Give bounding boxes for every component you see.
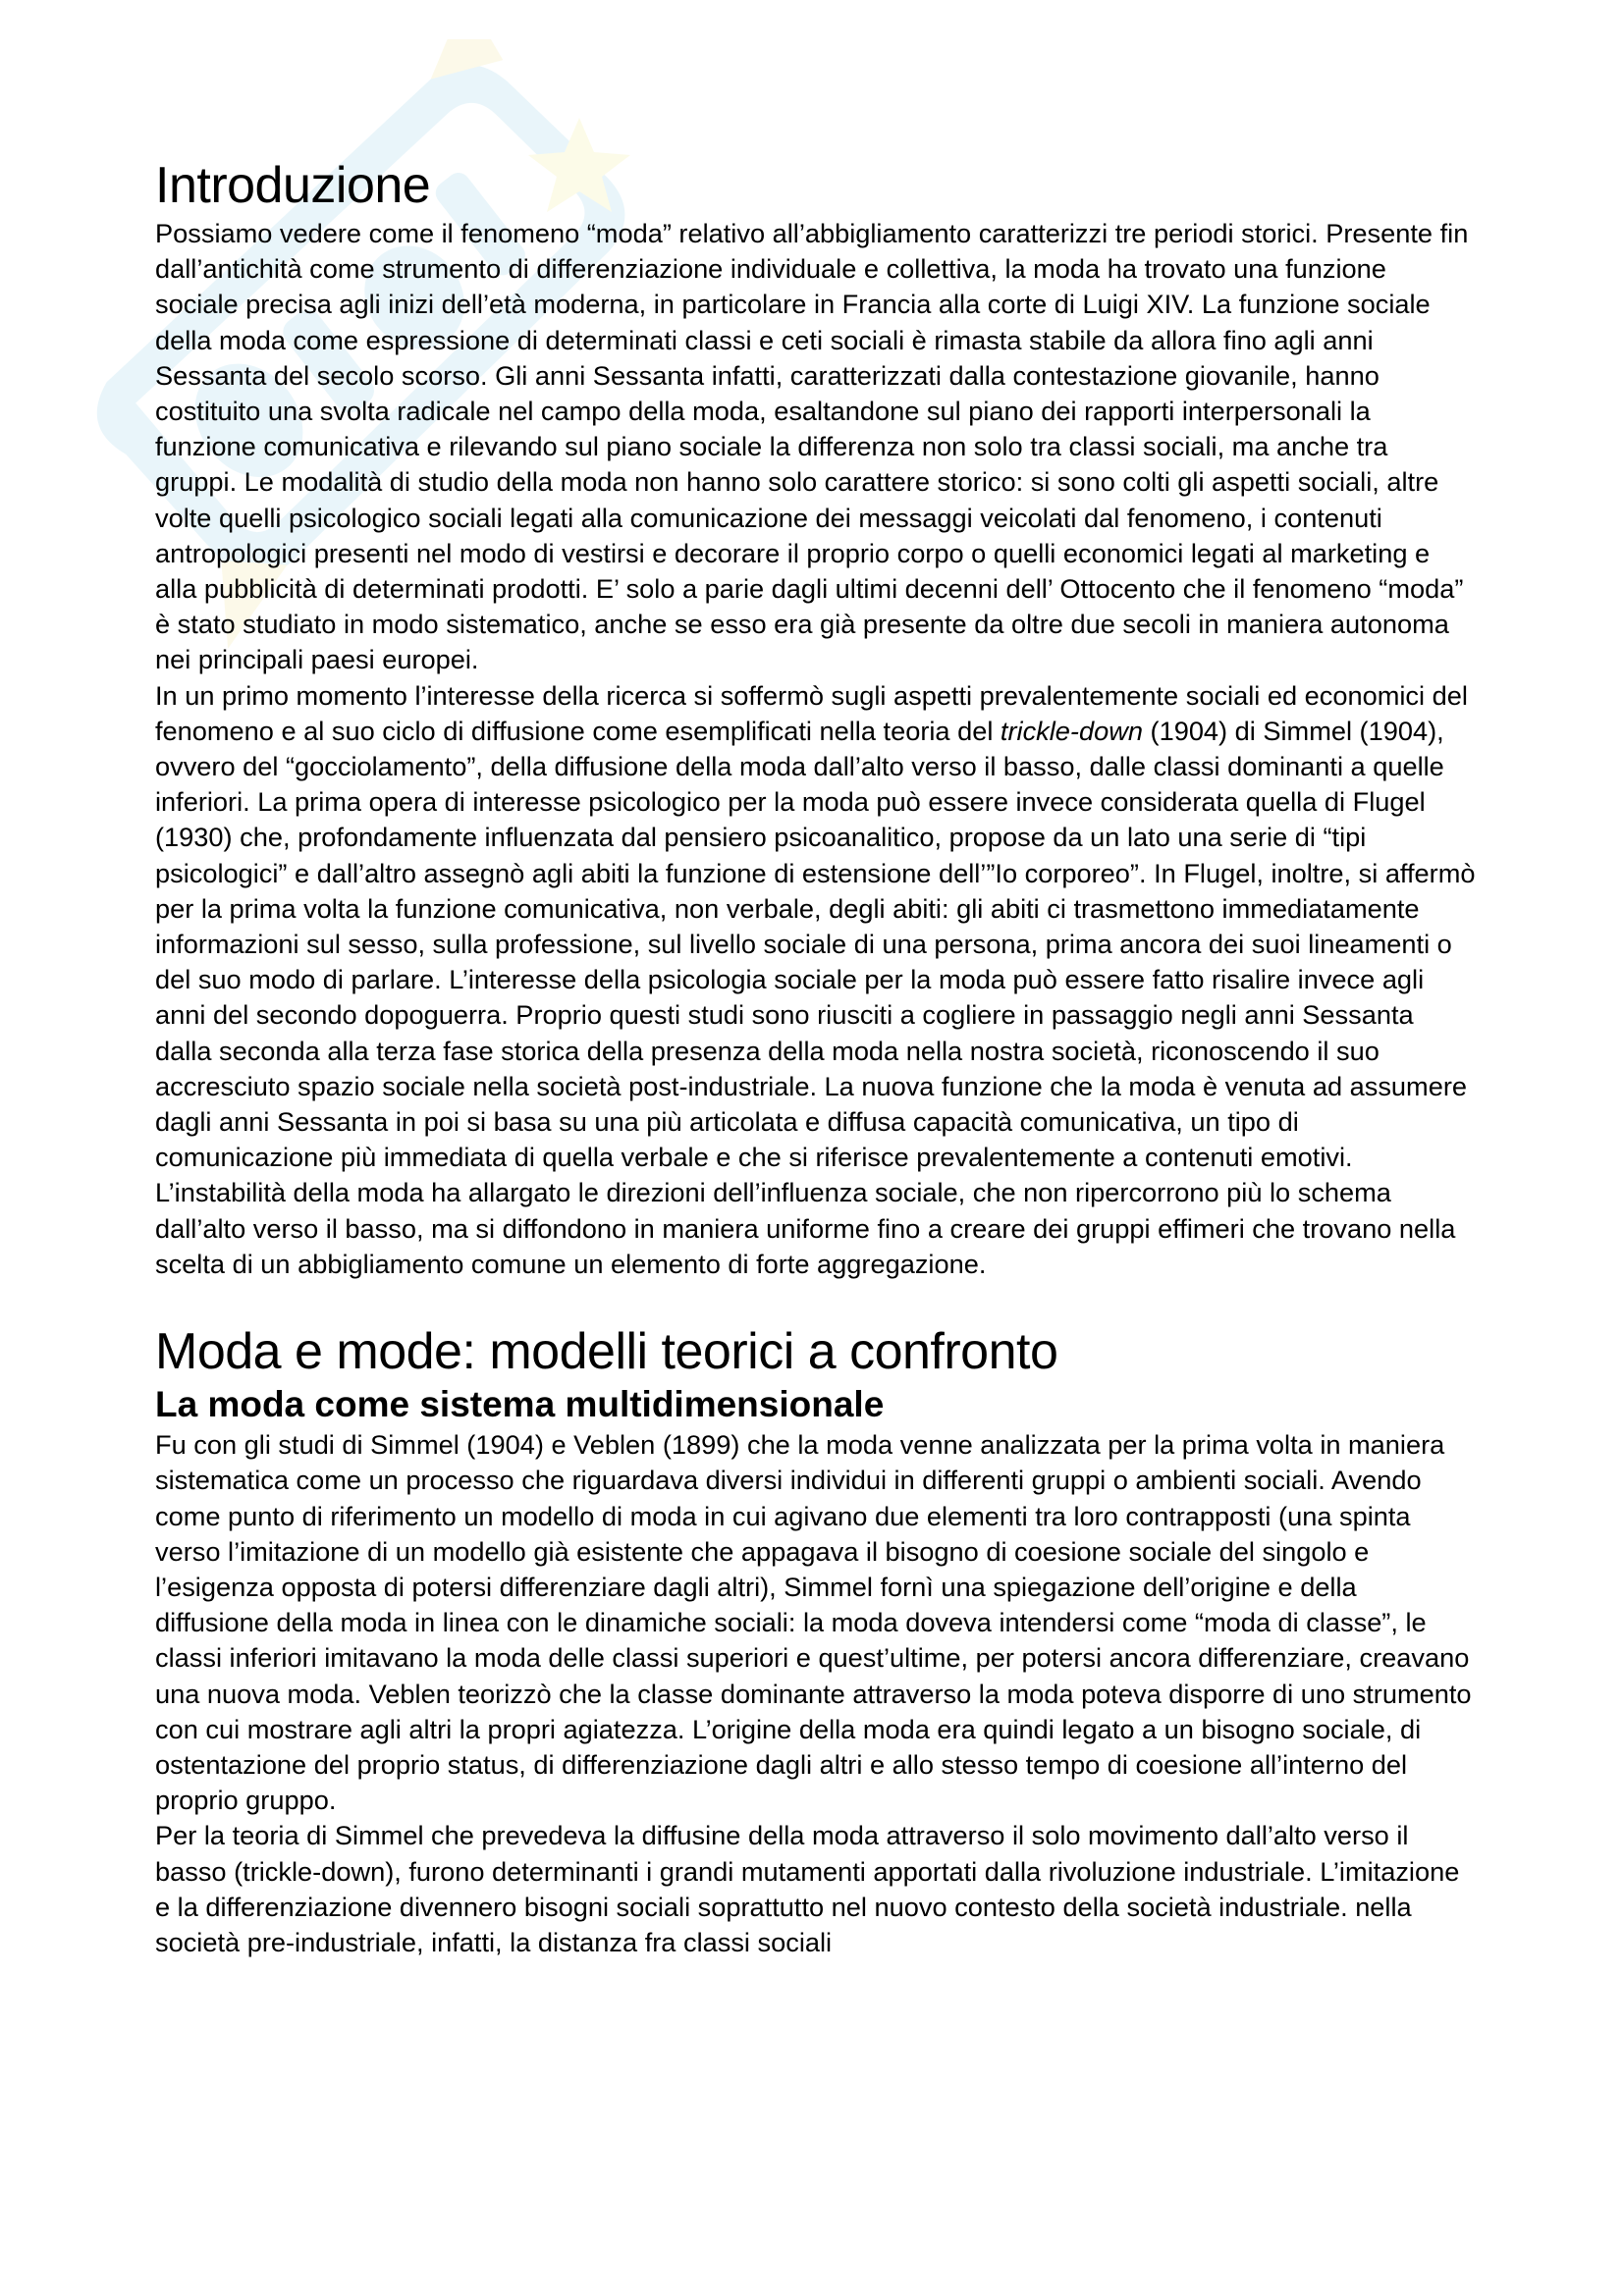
- paragraph-intro-2: [155, 678, 1476, 1282]
- paragraph-intro-2-end: (1904) di Simmel (1904), ovvero del “gocciolamento”, della diffusione della moda dall’alto verso il basso, dalle classi dominanti a quelle inferiori. La prima opera di interesse psicologico per la moda può essere invece considerata quella di Flugel (1930) che, profondamente influenzata dal pensiero psicoanalitico, propose da un lato una serie di “tipi psicologici” e dall’altro assegnò agli abiti la funzione di estensione dell’”Io corporeo”. In Flugel, inoltre, si affermò per la prima volta la funzione comunicativa, non verbale, degli abiti: gli abiti ci trasmettono immediatamente informazioni sul sesso, sulla professione, sul livello sociale di una persona, prima ancora dei suoi lineamenti o del suo modo di parlare. L’interesse della psicologia sociale per la moda può essere fatto risalire invece agli anni del secondo dopoguerra. Proprio questi studi sono riusciti a cogliere in passaggio negli anni Sessanta dalla seconda alla terza fase storica della presenza della moda nella nostra società, riconoscendo il suo accresciuto spazio sociale nella società post-industriale. La nuova funzione che la moda è venuta ad assumere dagli anni Sessanta in poi si basa su una più articolata e diffusa capacità comunicativa, un tipo di comunicazione più immediata di quella verbale e che si riferisce prevalentemente a contenuti emotivi. L’instabilità della moda ha allargato le direzioni dell’influenza sociale, che non ripercorrono più lo schema dall’alto verso il basso, ma si diffondono in maniera uniforme fino a creare dei gruppi effimeri che trovano nella scelta di un abbigliamento comune un elemento di forte aggregazione.: [155, 715, 1476, 1279]
- paragraph-sub-2: Per la teoria di Simmel che prevedeva la diffusine della moda attraverso il solo movimento dall’alto verso il basso (trickle-down), furono determinanti i grandi mutamenti apportati dalla rivoluzione industriale. L’imitazione e la differenziazione divennero bisogni sociali soprattutto nel nuovo contesto della società industriale. nella società pre-industriale, infatti, la distanza fra classi sociali: [155, 1820, 1460, 1957]
- heading-introduzione: Introduzione: [155, 157, 431, 214]
- heading-moda-e-mode: Moda e mode: modelli teorici a confronto: [155, 1323, 1058, 1381]
- subheading-moda-sistema: La moda come sistema multidimensionale: [155, 1384, 885, 1425]
- paragraph-intro-2-start: In un primo momento l’interesse della ricerca si soffermò sugli aspetti prevalentemente sociali ed economici del fenomeno e al suo ciclo di diffusione come esemplificati nella teoria del: [155, 679, 1468, 746]
- paragraph-intro-1: Possiamo vedere come il fenomeno “moda” relativo all’abbigliamento caratterizzi tre periodi storici. Presente fin dall’antichità come strumento di differenziazione individuale e collettiva, la moda ha trovato una funzione sociale precisa agli inizi dell’età moderna, in particolare in Francia alla corte di Luigi XIV. La funzione sociale della moda come espressione di determinati classi e ceti sociali è rimasta stabile da allora fino agli anni Sessanta del secolo scorso. Gli anni Sessanta infatti, caratterizzati dalla contestazione giovanile, hanno costituito una svolta radicale nel campo della moda, esaltandone sul piano dei rapporti interpersonali la funzione comunicativa e rilevando sul piano sociale la differenza non solo tra classi sociali, ma anche tra gruppi. Le modalità di studio della moda non hanno solo carattere storico: si sono colti gli aspetti sociali, altre volte quelli psicologico sociali legati alla comunicazione dei messaggi veicolati dal fenomeno, i contenuti antropologici presenti nel modo di vestirsi e decorare il proprio corpo o quelli economici legati al marketing e alla pubblicità di determinati prodotti. E’ solo a parie dagli ultimi decenni dell’ Ottocento che il fenomeno “moda” è stato studiato in modo sistematico, anche se esso era già presente da oltre due secoli in maniera autonoma nei principali paesi europei.: [155, 218, 1469, 675]
- document-body: [155, 155, 1476, 1960]
- italic-trickle-down: trickle-down: [1000, 715, 1143, 746]
- paragraph-sub-1: Fu con gli studi di Simmel (1904) e Veblen (1899) che la moda venne analizzata per la prima volta in maniera sistematica come un processo che riguardava diversi individui in differenti gruppi o ambienti sociali. Avendo come punto di riferimento un modello di moda in cui agivano due elementi tra loro contrapposti (una spinta verso l’imitazione di un modello già esistente che appagava il bisogno di coesione sociale del singolo e l’esigenza opposta di potersi differenziare dagli altri), Simmel fornì una spiegazione dell’origine e della diffusione della moda in linea con le dinamiche sociali: la moda doveva intendersi come “moda di classe”, le classi inferiori imitavano la moda delle classi superiori e quest’ultime, per potersi ancora differenziare, creavano una nuova moda. Veblen teorizzò che la classe dominante attraverso la moda poteva disporre di uno strumento con cui mostrare agli altri la propri agiatezza. L’origine della moda era quindi legato a un bisogno sociale, di ostentazione del proprio status, di differenziazione dagli altri e allo stesso tempo di coesione all’interno del proprio gruppo.: [155, 1429, 1472, 1816]
